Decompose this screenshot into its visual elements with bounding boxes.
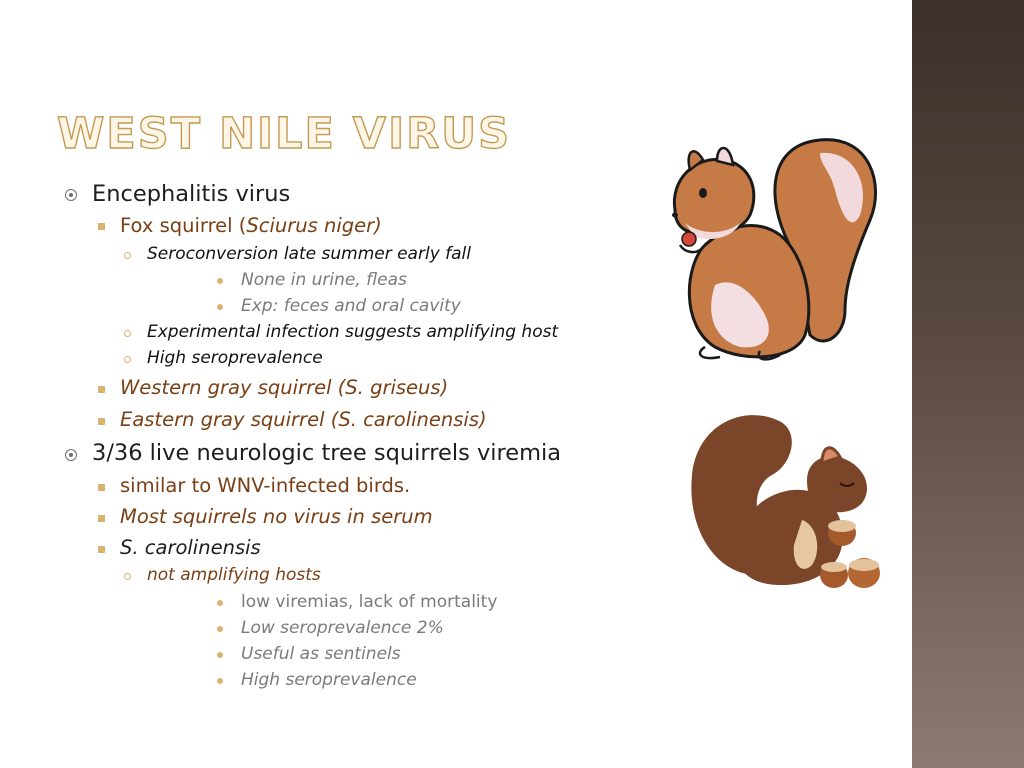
bullet-dot-icon <box>217 678 223 684</box>
bullet-square-icon <box>98 515 105 522</box>
brown-squirrel-illustration <box>682 405 892 595</box>
bullet-eastern-gray <box>120 408 487 431</box>
bullet-ring-icon <box>124 330 131 337</box>
bullet-square-icon <box>98 484 105 491</box>
bullet-high-seroprevalence-1: High seroprevalence <box>147 348 323 368</box>
bullet-high-seroprevalence-2: High seroprevalence <box>241 670 417 690</box>
bullet-experimental-infection: Experimental infection suggests amplifying host <box>147 322 559 342</box>
side-decoration-bar <box>912 0 1024 768</box>
bullet-exp-feces: Exp: feces and oral cavity <box>241 296 461 316</box>
bullet-dot-icon <box>217 626 223 632</box>
slide-title: WEST NILE VIRUS <box>57 109 512 159</box>
bullet-low-viremias: low viremias, lack of mortality <box>241 592 498 612</box>
bullet-dot-icon <box>217 600 223 606</box>
bullet-fox-squirrel-text: Fox squirrel ( <box>120 214 247 237</box>
bullet-western-gray: Western gray squirrel (S. griseus) <box>120 376 449 399</box>
bullet-square-icon <box>98 223 105 230</box>
bullet-eastern-gray-latin: S. carolinensis) <box>338 408 487 431</box>
bullet-ring-icon <box>124 356 131 363</box>
bullet-none-in-urine: None in urine, fleas <box>241 270 407 290</box>
bullet-square-icon <box>98 546 105 553</box>
bullet-neurologic-squirrels: 3/36 live neurologic tree squirrels viremia <box>92 440 562 466</box>
bullet-similar-birds: similar to WNV-infected birds. <box>120 474 411 497</box>
bullet-s-carolinensis: S. carolinensis <box>120 536 261 559</box>
bullet-fox-squirrel <box>120 214 382 237</box>
bullet-dot-icon <box>217 278 223 284</box>
bullet-encephalitis: Encephalitis virus <box>92 181 291 207</box>
bullet-eastern-gray-text: Eastern gray squirrel ( <box>120 408 339 431</box>
bullet-ring-icon <box>124 573 131 580</box>
bullet-square-icon <box>98 386 105 393</box>
bullet-dot-icon <box>217 304 223 310</box>
bullet-ring-icon <box>124 252 131 259</box>
bullet-circle-icon <box>65 449 77 461</box>
bullet-fox-squirrel-latin: Sciurus niger) <box>246 214 382 237</box>
bullet-square-icon <box>98 418 105 425</box>
bullet-circle-icon <box>65 189 77 201</box>
bullet-low-seroprevalence: Low seroprevalence 2% <box>241 618 444 638</box>
bullet-no-virus-serum: Most squirrels no virus in serum <box>120 505 433 528</box>
bullet-dot-icon <box>217 652 223 658</box>
fox-squirrel-illustration <box>645 135 885 365</box>
bullet-seroconversion: Seroconversion late summer early fall <box>147 244 472 264</box>
bullet-useful-sentinels: Useful as sentinels <box>241 644 401 664</box>
bullet-not-amplifying: not amplifying hosts <box>147 565 321 585</box>
